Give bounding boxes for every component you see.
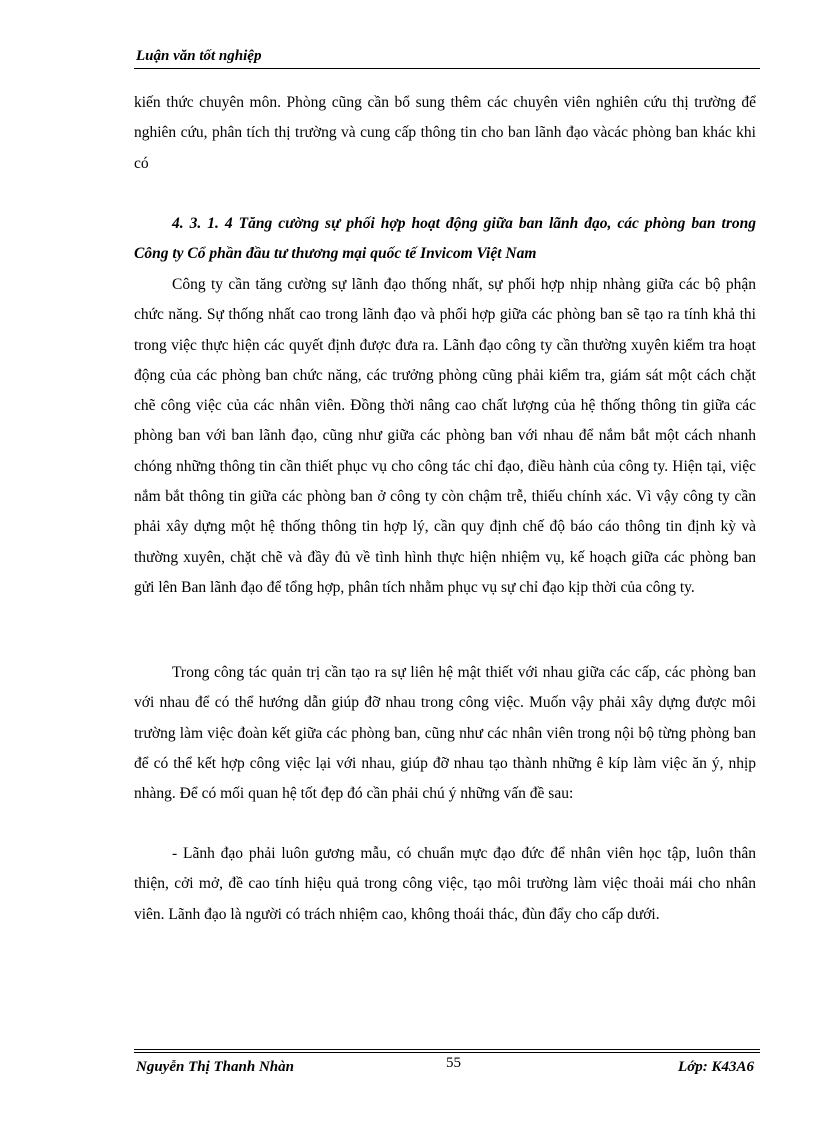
footer-author: Nguyễn Thị Thanh Nhàn xyxy=(136,1059,294,1075)
body-paragraph-2 xyxy=(134,658,756,809)
paragraph-text: - Lãnh đạo phải luôn gương mẫu, có chuẩn mực đạo đức để nhân viên học tập, luôn thân thiện, cởi mở, đề cao tính hiệu quả trong công việc, tạo môi trường làm việc thoải mái cho nhân viên. Lãnh đạo là người có trách nhiệm cao, không thoái thác, đùn đẩy cho cấp dưới. xyxy=(134,845,756,923)
intro-paragraph-text: kiến thức chuyên môn. Phòng cũng cần bổ sung thêm các chuyên viên nghiên cứu thị trường để nghiên cứu, phân tích thị trường và cung cấp thông tin cho ban lãnh đạo vàcác phòng ban khác khi có xyxy=(134,94,756,172)
paragraph-text: Công ty cần tăng cường sự lãnh đạo thống nhất, sự phối hợp nhịp nhàng giữa các bộ phận chức năng. Sự thống nhất cao trong lãnh đạo và phối hợp giữa các phòng ban sẽ tạo ra tính khả thi trong việc thực hiện các quyết định được đưa ra. Lãnh đạo công ty cần thường xuyên kiểm tra hoạt động của các phòng ban chức năng, các trưởng phòng cũng phải kiểm tra, giám sát một cách chặt chẽ công việc của các nhân viên. Đồng thời nâng cao chất lượng của hệ thống thông tin giữa các phòng ban với ban lãnh đạo, cũng như giữa các phòng ban với nhau để nắm bắt một cách nhanh chóng những thông tin cần thiết phục vụ cho công tác chỉ đạo, điều hành của công ty. Hiện tại, việc nắm bắt thông tin giữa các phòng ban ở công ty còn chậm trễ, thiếu chính xác. Vì vậy công ty cần phải xây dựng một hệ thống thông tin hợp lý, cần quy định chế độ báo cáo thông tin định kỳ và thường xuyên, chặt chẽ và đầy đủ về tình hình thực hiện nhiệm vụ, kế hoạch giữa các phòng ban gửi lên Ban lãnh đạo để tổng hợp, phân tích nhằm phục vụ sự chỉ đạo kịp thời của công ty. xyxy=(134,276,756,596)
intro-paragraph xyxy=(134,88,756,179)
paragraph-text: Trong công tác quản trị cần tạo ra sự liên hệ mật thiết với nhau giữa các cấp, các phòng ban với nhau để có thể hướng dẫn giúp đỡ nhau trong công việc. Muốn vậy phải xây dựng được môi trường làm việc đoàn kết giữa các phòng ban, cũng như các nhân viên trong nội bộ từng phòng ban để có thể kết hợp công việc lại với nhau, giúp đỡ nhau tạo thành những ê kíp làm việc ăn ý, nhịp nhàng. Để có mối quan hệ tốt đẹp đó cần phải chú ý những vấn đề sau: xyxy=(134,664,756,803)
page-footer xyxy=(134,1049,760,1079)
header-divider xyxy=(134,68,760,69)
page-header xyxy=(134,48,760,70)
body-paragraph-1 xyxy=(134,270,756,603)
footer-divider-thin xyxy=(134,1052,760,1053)
footer-class: Lớp: K43A6 xyxy=(678,1059,754,1075)
footer-divider xyxy=(134,1049,760,1050)
section-heading xyxy=(134,209,756,270)
page-number: 55 xyxy=(446,1055,461,1071)
body-paragraph-3 xyxy=(134,839,756,930)
document-title: Luận văn tốt nghiệp xyxy=(136,48,262,64)
section-heading-text: 4. 3. 1. 4 Tăng cường sự phối hợp hoạt động giữa ban lãnh đạo, các phòng ban trong Công ty Cổ phần đầu tư thương mại quốc tế Invicom Việt Nam xyxy=(134,215,756,263)
